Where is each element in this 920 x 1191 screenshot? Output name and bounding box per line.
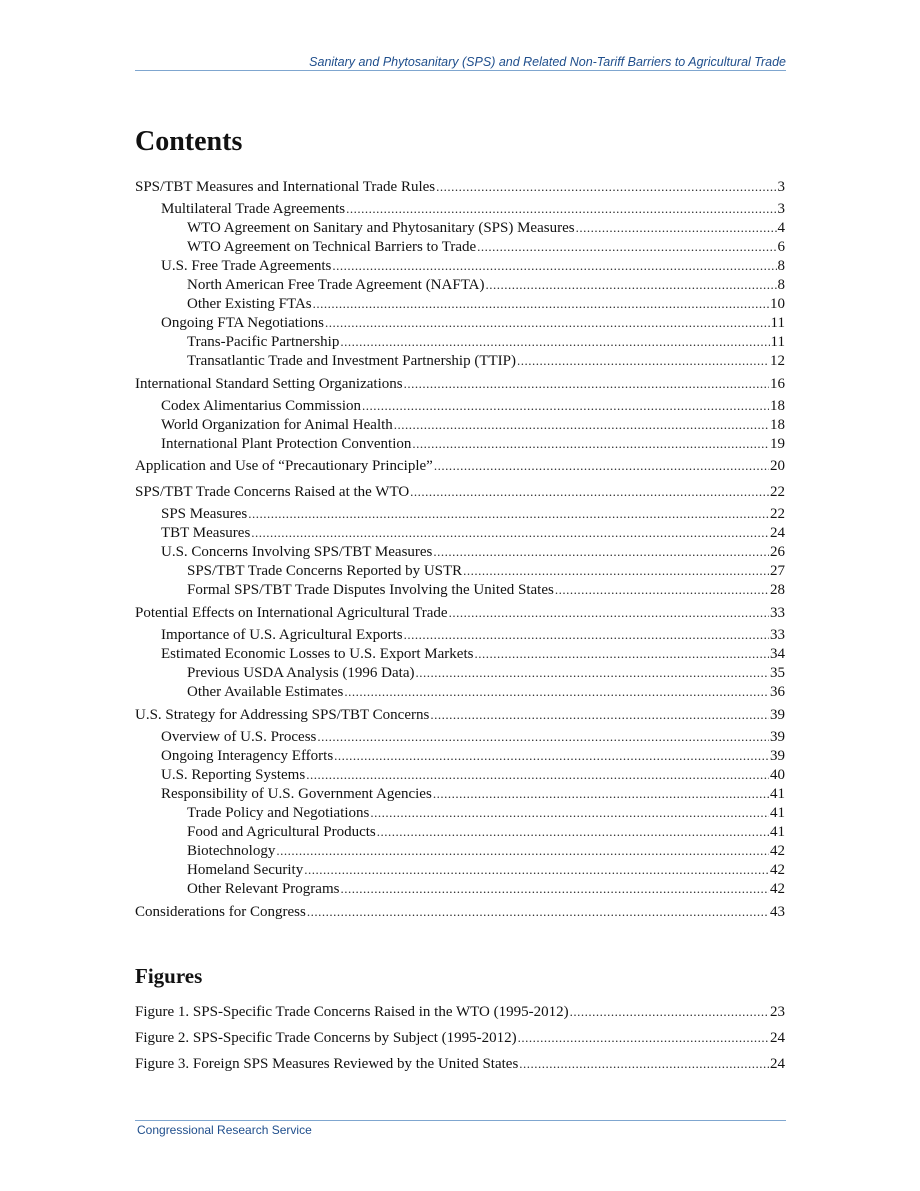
toc-entry-page: 18 (770, 398, 785, 414)
toc-leader (344, 682, 769, 701)
toc-leader (404, 374, 769, 393)
toc-entry-title: Codex Alimentarius Commission (161, 398, 362, 414)
toc-entry[interactable] (135, 275, 785, 294)
toc-entry-title: World Organization for Animal Health (161, 417, 393, 433)
toc-entry-title: Homeland Security (187, 862, 304, 878)
toc-entry-page: 41 (770, 786, 785, 802)
toc-leader (346, 199, 776, 218)
toc-entry-page: 12 (770, 353, 785, 369)
toc-leader (430, 705, 769, 724)
toc-entry-page: 42 (770, 843, 785, 859)
toc-entry-title: WTO Agreement on Sanitary and Phytosanitary (SPS) Measures (187, 220, 575, 236)
toc-entry-page: 39 (770, 729, 785, 745)
toc-entry-title: TBT Measures (161, 525, 251, 541)
toc-entry-page: 40 (770, 767, 785, 783)
toc-leader (518, 1028, 769, 1047)
toc-entry[interactable] (135, 199, 785, 218)
toc-entry[interactable] (135, 396, 785, 415)
toc-entry-title: Ongoing Interagency Efforts (161, 748, 334, 764)
running-header: Sanitary and Phytosanitary (SPS) and Related Non-Tariff Barriers to Agricultural Trade (309, 55, 786, 69)
toc-entry-page: 39 (770, 748, 785, 764)
toc-entry-page: 6 (777, 239, 785, 255)
toc-leader (416, 663, 770, 682)
toc-entry-title: Trade Policy and Negotiations (187, 805, 370, 821)
toc-entry[interactable] (135, 256, 785, 275)
toc-entry[interactable] (135, 625, 785, 644)
toc-leader (412, 434, 769, 453)
toc-leader (307, 902, 769, 921)
toc-entry-title: Biotechnology (187, 843, 276, 859)
toc-entry-title: Food and Agricultural Products (187, 824, 376, 840)
toc-leader (362, 396, 769, 415)
toc-leader (404, 625, 769, 644)
toc-entry[interactable] (135, 765, 785, 784)
toc-entry-title: U.S. Concerns Involving SPS/TBT Measures (161, 544, 433, 560)
toc-entry-page: 27 (770, 563, 785, 579)
toc-entry-page: 20 (770, 458, 785, 474)
toc-entry-page: 10 (770, 296, 785, 312)
toc-entry-page: 43 (770, 904, 785, 920)
toc-entry-title: WTO Agreement on Technical Barriers to Trade (187, 239, 477, 255)
toc-entry[interactable] (135, 313, 785, 332)
toc-entry-page: 35 (770, 665, 785, 681)
toc-entry-page: 39 (770, 707, 785, 723)
toc-entry-page: 22 (770, 484, 785, 500)
toc-entry-title: Multilateral Trade Agreements (161, 201, 346, 217)
toc-leader (433, 542, 769, 561)
toc-entry[interactable] (135, 803, 785, 822)
toc-entry-title: Estimated Economic Losses to U.S. Export Markets (161, 646, 474, 662)
header-rule (135, 70, 786, 71)
toc-leader (325, 313, 770, 332)
toc-entry[interactable] (135, 415, 785, 434)
toc-leader (313, 294, 769, 313)
toc-entry-title: U.S. Free Trade Agreements (161, 258, 332, 274)
toc-entry-title: SPS/TBT Measures and International Trade Rules (135, 179, 436, 195)
footer-publisher: Congressional Research Service (137, 1123, 312, 1137)
toc-entry[interactable] (135, 456, 785, 475)
figure-entry-page: 23 (770, 1004, 785, 1020)
toc-entry[interactable] (135, 237, 785, 256)
toc-entry-page: 16 (770, 376, 785, 392)
contents-heading: Contents (135, 126, 243, 157)
toc-entry-title: Application and Use of “Precautionary Principle” (135, 458, 433, 474)
toc-leader (394, 415, 769, 434)
toc-leader (436, 177, 776, 196)
toc-entry[interactable] (135, 860, 785, 879)
toc-entry-title: SPS/TBT Trade Concerns Reported by USTR (187, 563, 463, 579)
toc-entry-page: 42 (770, 881, 785, 897)
toc-leader (485, 275, 776, 294)
figure-entry-title: Figure 3. Foreign SPS Measures Reviewed by the United States (135, 1056, 519, 1072)
toc-entry[interactable] (135, 332, 785, 351)
toc-entry-title: International Standard Setting Organizations (135, 376, 403, 392)
toc-leader (334, 746, 769, 765)
toc-entry-title: Previous USDA Analysis (1996 Data) (187, 665, 415, 681)
toc-entry-page: 11 (770, 334, 785, 350)
toc-entry-title: Formal SPS/TBT Trade Disputes Involving the United States (187, 582, 554, 598)
toc-entry[interactable] (135, 561, 785, 580)
toc-entry-page: 28 (770, 582, 785, 598)
toc-leader (304, 860, 769, 879)
toc-leader (576, 218, 777, 237)
toc-entry-title: Ongoing FTA Negotiations (161, 315, 324, 331)
toc-entry-page: 3 (777, 201, 785, 217)
toc-entry-page: 41 (770, 805, 785, 821)
toc-entry[interactable] (135, 705, 785, 724)
toc-entry[interactable] (135, 434, 785, 453)
toc-entry-title: SPS Measures (161, 506, 248, 522)
toc-entry-title: Potential Effects on International Agricultural Trade (135, 605, 448, 621)
toc-entry[interactable] (135, 523, 785, 542)
toc-entry[interactable] (135, 294, 785, 313)
toc-leader (519, 1054, 769, 1073)
figure-entry-page: 24 (770, 1056, 785, 1072)
toc-entry[interactable] (135, 542, 785, 561)
figures-heading: Figures (135, 964, 203, 988)
toc-leader (248, 504, 769, 523)
toc-leader (463, 561, 769, 580)
toc-leader (410, 482, 769, 501)
toc-leader (340, 879, 769, 898)
toc-entry[interactable] (135, 374, 785, 393)
figure-entry[interactable] (135, 1054, 785, 1073)
toc-entry-page: 42 (770, 862, 785, 878)
toc-entry-page: 8 (777, 258, 785, 274)
toc-entry-title: Other Relevant Programs (187, 881, 340, 897)
toc-entry[interactable] (135, 682, 785, 701)
toc-entry-title: International Plant Protection Convention (161, 436, 412, 452)
toc-entry-title: U.S. Strategy for Addressing SPS/TBT Concerns (135, 707, 430, 723)
toc-entry[interactable] (135, 482, 785, 501)
toc-leader (276, 841, 769, 860)
toc-entry[interactable] (135, 822, 785, 841)
toc-entry-title: Importance of U.S. Agricultural Exports (161, 627, 403, 643)
toc-entry-title: Transatlantic Trade and Investment Partnership (TTIP) (187, 353, 516, 369)
toc-entry[interactable] (135, 644, 785, 663)
toc-leader (377, 822, 769, 841)
toc-entry-page: 24 (770, 525, 785, 541)
figure-entry-page: 24 (770, 1030, 785, 1046)
toc-leader (306, 765, 769, 784)
toc-entry-page: 18 (770, 417, 785, 433)
toc-leader (433, 784, 769, 803)
figure-entry[interactable] (135, 1028, 785, 1047)
toc-leader (555, 580, 769, 599)
toc-entry[interactable] (135, 663, 785, 682)
toc-entry-page: 4 (777, 220, 785, 236)
toc-entry-page: 26 (770, 544, 785, 560)
toc-entry-page: 34 (770, 646, 785, 662)
toc-leader (340, 332, 769, 351)
toc-entry-title: Considerations for Congress (135, 904, 306, 920)
toc-entry-title: U.S. Reporting Systems (161, 767, 306, 783)
toc-entry[interactable] (135, 727, 785, 746)
toc-leader (370, 803, 769, 822)
toc-entry-page: 33 (770, 605, 785, 621)
toc-leader (317, 727, 769, 746)
toc-leader (477, 237, 776, 256)
toc-leader (251, 523, 769, 542)
toc-entry[interactable] (135, 351, 785, 370)
toc-leader (449, 603, 769, 622)
toc-entry-page: 11 (770, 315, 785, 331)
toc-entry-page: 8 (777, 277, 785, 293)
toc-entry-title: Other Available Estimates (187, 684, 344, 700)
toc-entry[interactable] (135, 603, 785, 622)
toc-entry[interactable] (135, 841, 785, 860)
toc-entry[interactable] (135, 879, 785, 898)
toc-entry[interactable] (135, 580, 785, 599)
toc-entry[interactable] (135, 902, 785, 921)
toc-leader (332, 256, 776, 275)
toc-entry-page: 41 (770, 824, 785, 840)
toc-leader (434, 456, 769, 475)
toc-entry-title: North American Free Trade Agreement (NAFTA) (187, 277, 485, 293)
toc-entry-title: Trans-Pacific Partnership (187, 334, 340, 350)
toc-leader (570, 1002, 769, 1021)
toc-entry-page: 19 (770, 436, 785, 452)
figure-entry[interactable] (135, 1002, 785, 1021)
toc-entry[interactable] (135, 746, 785, 765)
toc-entry[interactable] (135, 784, 785, 803)
toc-leader (517, 351, 769, 370)
toc-entry[interactable] (135, 218, 785, 237)
toc-entry-title: Overview of U.S. Process (161, 729, 317, 745)
toc-entry[interactable] (135, 504, 785, 523)
toc-entry-title: Responsibility of U.S. Government Agencies (161, 786, 432, 802)
toc-entry[interactable] (135, 177, 785, 196)
figure-entry-title: Figure 1. SPS-Specific Trade Concerns Raised in the WTO (1995-2012) (135, 1004, 569, 1020)
footer-rule (135, 1120, 786, 1121)
toc-entry-page: 22 (770, 506, 785, 522)
toc-entry-page: 33 (770, 627, 785, 643)
toc-leader (474, 644, 769, 663)
toc-entry-title: SPS/TBT Trade Concerns Raised at the WTO (135, 484, 410, 500)
toc-entry-page: 36 (770, 684, 785, 700)
toc-entry-page: 3 (777, 179, 785, 195)
figure-entry-title: Figure 2. SPS-Specific Trade Concerns by Subject (1995-2012) (135, 1030, 517, 1046)
toc-entry-title: Other Existing FTAs (187, 296, 312, 312)
